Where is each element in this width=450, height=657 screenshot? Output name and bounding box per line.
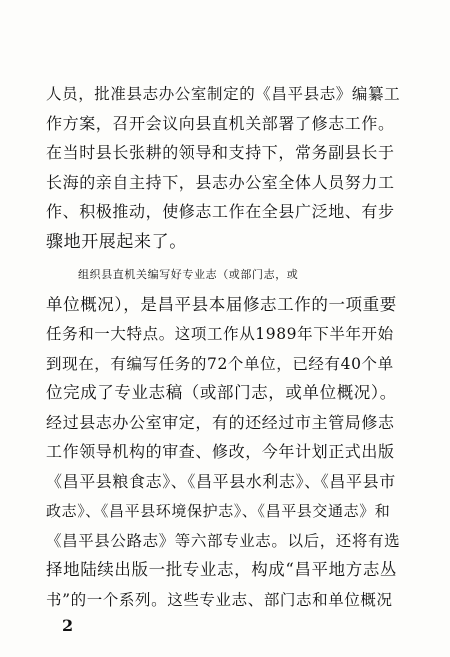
paragraph-2-line-10: 《昌平县公路志》等六部专业志。以后，还将有选 (46, 532, 401, 550)
paragraph-2-line-11: 择地陆续出版一批专业志，构成“昌平地方志丛 (46, 560, 398, 579)
paragraph-1-line-1: 人员，批准县志办公室制定的《昌平县志》编纂工 (46, 85, 401, 103)
paragraph-2-line-12: 书”的一个系列。这些专业志、部门志和单位概况 (46, 591, 393, 609)
paragraph-2-line-7: 工作领导机构的审查、修改，今年计划正式出版 (46, 442, 395, 461)
paragraph-2-line-1: 组织县直机关编写好专业志（或部门志，或 (78, 268, 299, 281)
paragraph-2-line-2: 单位概况），是昌平县本届修志工作的一项重要 (46, 295, 397, 314)
paragraph-1-line-6: 骤地开展起来了。 (46, 232, 187, 252)
paragraph-2-line-8: 《昌平县粮食志》、《昌平县水利志》、《昌平县市 (46, 472, 396, 491)
paragraph-2-line-9: 政志》、《昌平县环境保护志》、《昌平县交通志》和 (46, 502, 391, 520)
paragraph-2-line-4: 到现在，有编写任务的72个单位，已经有40个单 (46, 355, 394, 373)
paragraph-2-line-6: 经过县志办公室审定，有的还经过市主管局修志 (46, 413, 395, 432)
paragraph-1-line-5: 作、积极推动，使修志工作在全县广泛地、有步 (46, 202, 395, 221)
paragraph-1-line-3: 在当时县长张耕的领导和支持下，常务副县长于 (46, 143, 395, 162)
paragraph-1-line-4: 长海的亲自主持下，县志办公室全体人员努力工 (46, 173, 395, 192)
page-number: 2 (62, 616, 74, 635)
paragraph-2-line-5: 位完成了专业志稿（或部门志，或单位概况）。 (46, 383, 397, 402)
paragraph-2-line-3: 任务和一大特点。这项工作从1989年下半年开始 (46, 325, 394, 343)
paragraph-1-line-2: 作方案，召开会议向县直机关部署了修志工作。 (46, 114, 395, 133)
